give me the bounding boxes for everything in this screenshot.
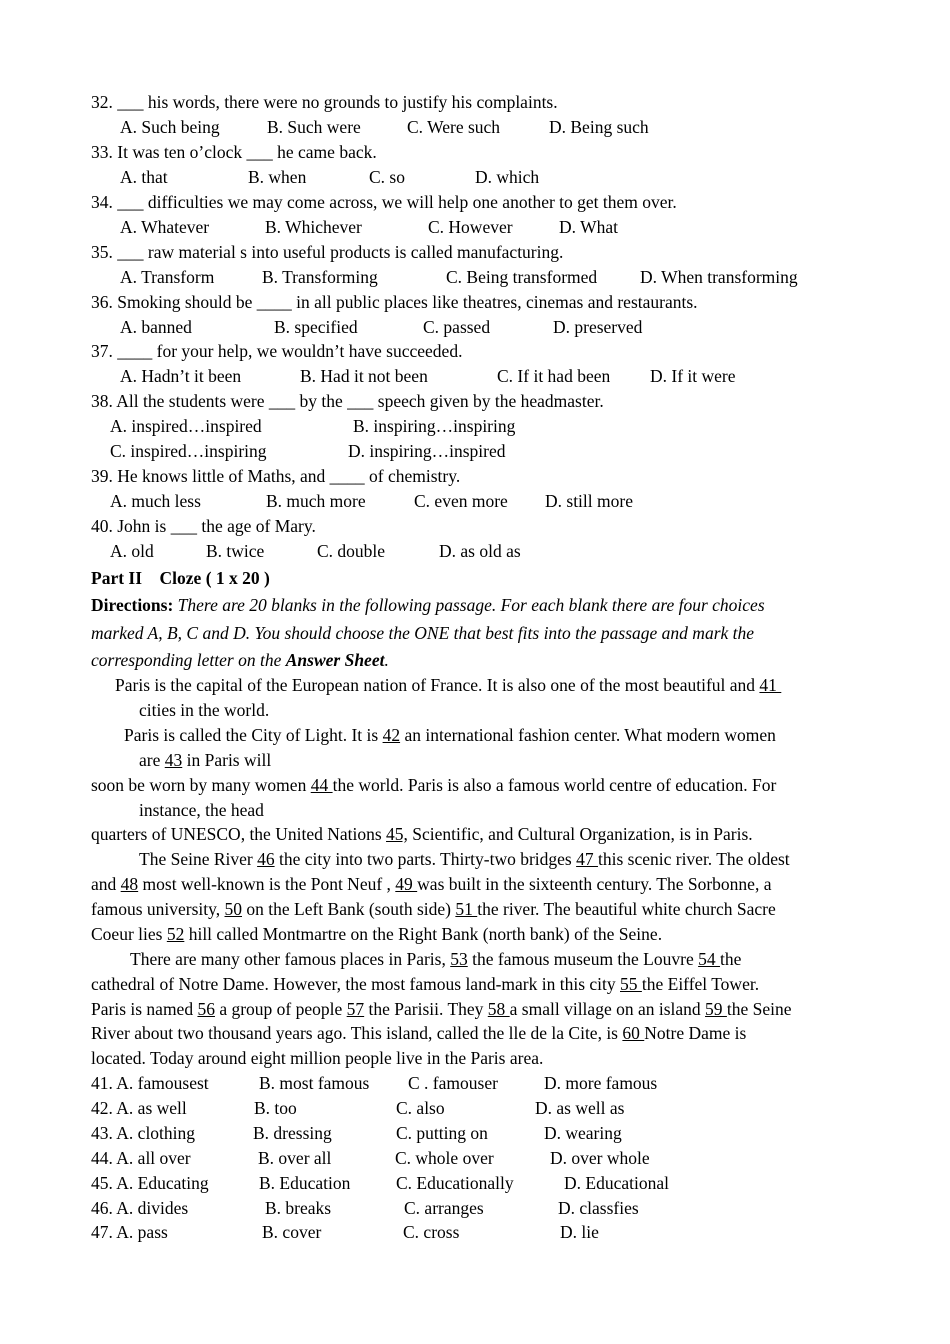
question-33-stem: 33. It was ten o’clock ___ he came back. bbox=[91, 142, 377, 162]
directions-line-2: marked A, B, C and D. You should choose the ONE that best fits into the passage and mark the bbox=[91, 623, 755, 643]
q35-option-a: A. Transform bbox=[120, 267, 215, 287]
part2-heading: Part II Cloze ( 1 x 20 ) bbox=[91, 568, 270, 588]
passage-text: a group of people bbox=[214, 999, 347, 1019]
passage-text: the bbox=[719, 949, 742, 969]
cloze-42-option-b: B. too bbox=[254, 1098, 297, 1118]
blank-45: 45, bbox=[386, 824, 408, 844]
passage-line-4 bbox=[139, 749, 271, 771]
q37-option-a: A. Hadn’t it been bbox=[120, 366, 242, 386]
blank-51: 51 bbox=[455, 899, 478, 919]
question-37-stem: 37. ____ for your help, we wouldn’t have succeeded. bbox=[91, 341, 463, 361]
passage-text: soon be worn by many women bbox=[91, 775, 311, 795]
q38-option-d: D. inspiring…inspired bbox=[348, 441, 506, 461]
q36-option-c: C. passed bbox=[423, 317, 491, 337]
cloze-42-option-a: 42. A. as well bbox=[91, 1098, 187, 1118]
q36-option-d: D. preserved bbox=[553, 317, 643, 337]
q39-option-b: B. much more bbox=[266, 491, 366, 511]
cloze-42-option-c: C. also bbox=[396, 1098, 445, 1118]
cloze-41-option-a: 41. A. famousest bbox=[91, 1073, 209, 1093]
passage-line-12 bbox=[130, 948, 741, 970]
blank-49: 49 bbox=[395, 874, 418, 894]
passage-text: and bbox=[91, 874, 121, 894]
passage-line-11 bbox=[91, 923, 662, 945]
passage-text: Scientific, and Cultural Organization, is in Paris. bbox=[407, 824, 753, 844]
q33-option-d: D. which bbox=[475, 167, 540, 187]
cloze-43-option-d: D. wearing bbox=[544, 1123, 622, 1143]
passage-text: a small village on an island bbox=[509, 999, 706, 1019]
q37-option-b: B. Had it not been bbox=[300, 366, 428, 386]
passage-text: the world. Paris is also a famous world centre of education. For bbox=[332, 775, 777, 795]
blank-47: 47 bbox=[576, 849, 598, 869]
passage-line-8 bbox=[139, 848, 790, 870]
cloze-45-option-b: B. Education bbox=[259, 1173, 351, 1193]
passage-text: There are many other famous places in Paris, bbox=[130, 949, 451, 969]
blank-57: 57 bbox=[346, 999, 365, 1019]
blank-42: 42 bbox=[382, 725, 401, 745]
q33-option-b: B. when bbox=[248, 167, 307, 187]
passage-text: famous university, bbox=[91, 899, 225, 919]
blank-41: 41 bbox=[759, 675, 782, 695]
blank-52: 52 bbox=[166, 924, 185, 944]
cloze-46-option-a: 46. A. divides bbox=[91, 1198, 189, 1218]
cloze-47-option-c: C. cross bbox=[403, 1222, 460, 1242]
q34-option-c: C. However bbox=[428, 217, 513, 237]
passage-text: Paris is called the City of Light. It is bbox=[124, 725, 383, 745]
passage-text: in Paris will bbox=[182, 750, 272, 770]
blank-53: 53 bbox=[450, 949, 468, 969]
cloze-43-option-c: C. putting on bbox=[396, 1123, 488, 1143]
cloze-44-option-c: C. whole over bbox=[395, 1148, 494, 1168]
cloze-46-option-d: D. classfies bbox=[558, 1198, 639, 1218]
blank-55: 55 bbox=[620, 974, 642, 994]
q35-option-d: D. When transforming bbox=[640, 267, 798, 287]
passage-text: Notre Dame is bbox=[644, 1023, 747, 1043]
directions-label: Directions: bbox=[91, 595, 174, 615]
blank-46: 46 bbox=[257, 849, 275, 869]
passage-text: Coeur lies bbox=[91, 924, 167, 944]
q40-option-d: D. as old as bbox=[439, 541, 521, 561]
q38-option-c: C. inspired…inspiring bbox=[110, 441, 267, 461]
cloze-45-option-d: D. Educational bbox=[564, 1173, 669, 1193]
passage-line-3 bbox=[124, 724, 776, 746]
passage-text: the famous museum the Louvre bbox=[467, 949, 699, 969]
passage-text: are bbox=[139, 750, 165, 770]
passage-text: most well-known is the Pont Neuf , bbox=[138, 874, 396, 894]
passage-text: hill called Montmartre on the Right Bank (north bank) of the Seine. bbox=[184, 924, 663, 944]
q35-option-b: B. Transforming bbox=[262, 267, 378, 287]
q32-option-d: D. Being such bbox=[549, 117, 649, 137]
blank-54: 54 bbox=[698, 949, 720, 969]
passage-line-16: located. Today around eight million people live in the Paris area. bbox=[91, 1048, 544, 1068]
blank-44: 44 bbox=[310, 775, 333, 795]
passage-line-15 bbox=[91, 1022, 746, 1044]
cloze-44-option-a: 44. A. all over bbox=[91, 1148, 191, 1168]
passage-text: cathedral of Notre Dame. However, the most famous land-mark in this city bbox=[91, 974, 620, 994]
cloze-42-option-d: D. as well as bbox=[535, 1098, 625, 1118]
passage-line-5 bbox=[91, 774, 776, 796]
q35-option-c: C. Being transformed bbox=[446, 267, 598, 287]
q36-option-a: A. banned bbox=[120, 317, 192, 337]
directions-text-1: There are 20 blanks in the following passage. For each blank there are four choices bbox=[177, 595, 765, 615]
q37-option-c: C. If it had been bbox=[497, 366, 611, 386]
question-38-stem: 38. All the students were ___ by the ___ speech given by the headmaster. bbox=[91, 391, 604, 411]
cloze-45-option-c: C. Educationally bbox=[396, 1173, 514, 1193]
answer-sheet-label: Answer Sheet bbox=[285, 650, 385, 670]
passage-line-6: instance, the head bbox=[139, 800, 264, 820]
cloze-47-option-b: B. cover bbox=[262, 1222, 322, 1242]
passage-text: this scenic river. The oldest bbox=[597, 849, 790, 869]
question-32-stem: 32. ___ his words, there were no grounds to justify his complaints. bbox=[91, 92, 558, 112]
q32-option-c: C. Were such bbox=[407, 117, 501, 137]
blank-59: 59 bbox=[705, 999, 727, 1019]
passage-line-14 bbox=[91, 998, 792, 1020]
cloze-43-option-b: B. dressing bbox=[253, 1123, 332, 1143]
passage-line-9 bbox=[91, 873, 771, 895]
q37-option-d: D. If it were bbox=[650, 366, 736, 386]
passage-text: the Eiffel Tower. bbox=[641, 974, 760, 994]
q32-option-b: B. Such were bbox=[267, 117, 361, 137]
passage-text: Paris is named bbox=[91, 999, 198, 1019]
passage-text: quarters of UNESCO, the United Nations bbox=[91, 824, 387, 844]
cloze-46-option-c: C. arranges bbox=[404, 1198, 484, 1218]
passage-text: the Parisii. They bbox=[364, 999, 488, 1019]
passage-text: on the Left Bank (south side) bbox=[242, 899, 456, 919]
passage-line-7 bbox=[91, 823, 753, 845]
question-36-stem: 36. Smoking should be ____ in all public places like theatres, cinemas and restaurants. bbox=[91, 292, 698, 312]
directions-line-3 bbox=[91, 649, 389, 671]
directions-line-1 bbox=[91, 594, 765, 616]
q33-option-a: A. that bbox=[120, 167, 168, 187]
cloze-43-option-a: 43. A. clothing bbox=[91, 1123, 196, 1143]
cloze-47-option-a: 47. A. pass bbox=[91, 1222, 168, 1242]
q39-option-a: A. much less bbox=[110, 491, 201, 511]
passage-text: The Seine River bbox=[139, 849, 258, 869]
directions-end: . bbox=[384, 650, 389, 670]
cloze-41-option-b: B. most famous bbox=[259, 1073, 370, 1093]
blank-58: 58 bbox=[487, 999, 510, 1019]
cloze-47-option-d: D. lie bbox=[560, 1222, 599, 1242]
passage-text: was built in the sixteenth century. The Sorbonne, a bbox=[417, 874, 772, 894]
question-34-stem: 34. ___ difficulties we may come across, we will help one another to get them over. bbox=[91, 192, 677, 212]
blank-56: 56 bbox=[197, 999, 215, 1019]
passage-line-10 bbox=[91, 898, 776, 920]
question-40-stem: 40. John is ___ the age of Mary. bbox=[91, 516, 316, 536]
passage-line-2: cities in the world. bbox=[139, 700, 270, 720]
blank-48: 48 bbox=[120, 874, 139, 894]
question-35-stem: 35. ___ raw material s into useful products is called manufacturing. bbox=[91, 242, 564, 262]
cloze-44-option-d: D. over whole bbox=[550, 1148, 650, 1168]
q39-option-c: C. even more bbox=[414, 491, 508, 511]
q40-option-b: B. twice bbox=[206, 541, 265, 561]
q34-option-d: D. What bbox=[559, 217, 618, 237]
passage-text: an international fashion center. What modern women bbox=[400, 725, 776, 745]
passage-text: the river. The beautiful white church Sacre bbox=[477, 899, 776, 919]
q32-option-a: A. Such being bbox=[120, 117, 220, 137]
cloze-41-option-c: C . famouser bbox=[408, 1073, 498, 1093]
blank-50: 50 bbox=[224, 899, 242, 919]
q36-option-b: B. specified bbox=[274, 317, 358, 337]
passage-text: River about two thousand years ago. This island, called the lle de la Cite, is bbox=[91, 1023, 623, 1043]
passage-text: the city into two parts. Thirty-two bridges bbox=[274, 849, 577, 869]
q38-option-a: A. inspired…inspired bbox=[110, 416, 262, 436]
blank-60: 60 bbox=[622, 1023, 645, 1043]
cloze-46-option-b: B. breaks bbox=[265, 1198, 332, 1218]
passage-text: the Seine bbox=[726, 999, 792, 1019]
directions-text-3: corresponding letter on the bbox=[91, 650, 282, 670]
q40-option-c: C. double bbox=[317, 541, 386, 561]
cloze-41-option-d: D. more famous bbox=[544, 1073, 658, 1093]
q39-option-d: D. still more bbox=[545, 491, 633, 511]
q40-option-a: A. old bbox=[110, 541, 154, 561]
passage-line-1 bbox=[115, 674, 781, 696]
q34-option-a: A. Whatever bbox=[120, 217, 210, 237]
q33-option-c: C. so bbox=[369, 167, 405, 187]
cloze-44-option-b: B. over all bbox=[258, 1148, 332, 1168]
q34-option-b: B. Whichever bbox=[265, 217, 362, 237]
cloze-45-option-a: 45. A. Educating bbox=[91, 1173, 209, 1193]
passage-text: Paris is the capital of the European nation of France. It is also one of the most beautiful and bbox=[115, 675, 760, 695]
blank-43: 43 bbox=[164, 750, 183, 770]
question-39-stem: 39. He knows little of Maths, and ____ of chemistry. bbox=[91, 466, 461, 486]
passage-line-13 bbox=[91, 973, 759, 995]
q38-option-b: B. inspiring…inspiring bbox=[353, 416, 516, 436]
